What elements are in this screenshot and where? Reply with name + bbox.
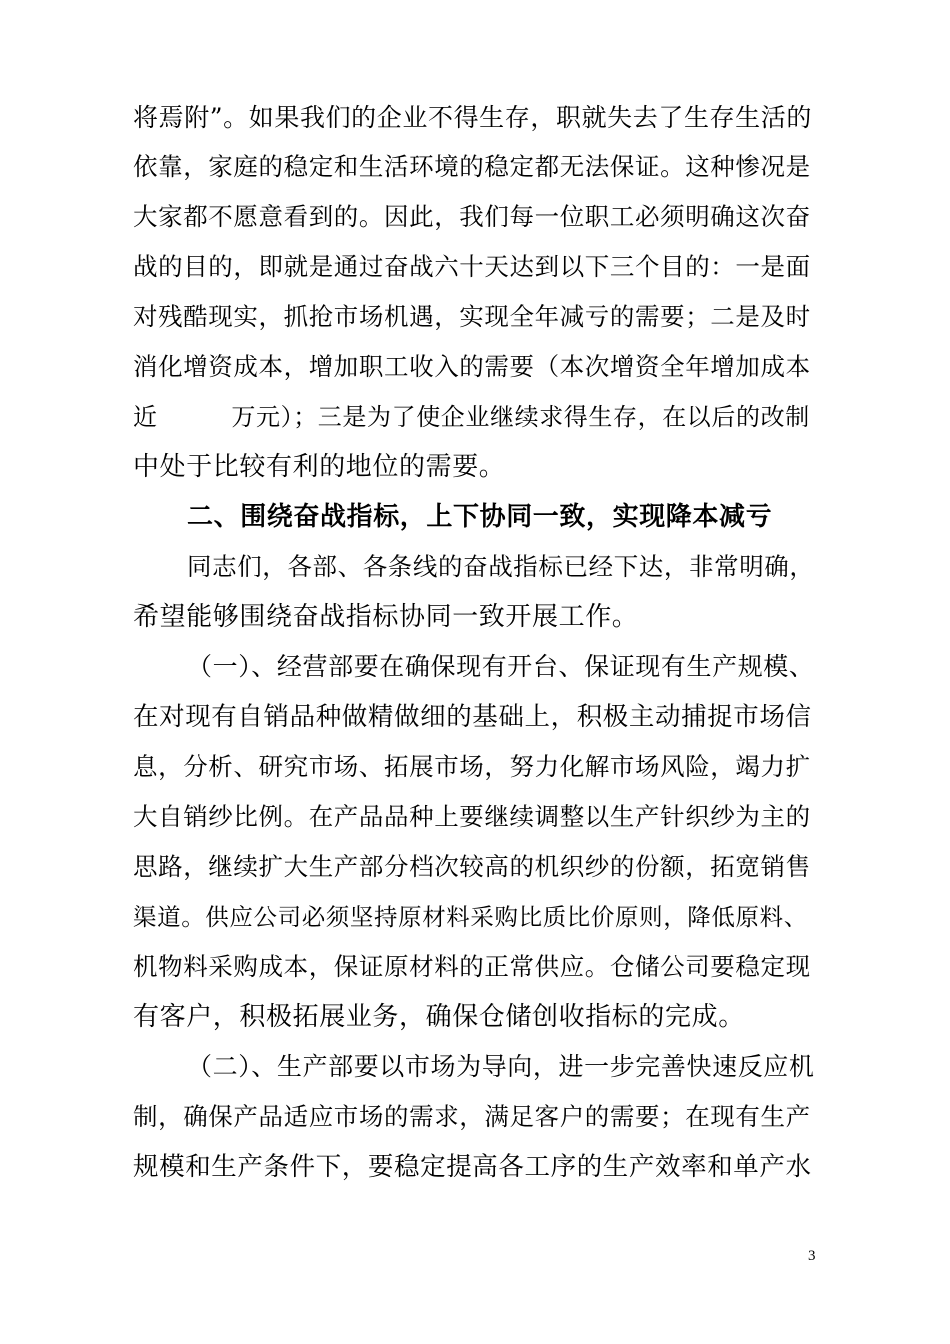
paragraph-line: 制，确保产品适应市场的需求，满足客户的需要；在现有生产 xyxy=(133,1102,811,1131)
page-number: 3 xyxy=(808,1248,816,1264)
paragraph-line: 希望能够围绕奋战指标协同一致开展工作。 xyxy=(133,602,639,632)
paragraph-line: 中处于比较有利的地位的需要。 xyxy=(133,452,506,482)
paragraph-line: 同志们，各部、各条线的奋战指标已经下达，非常明确， xyxy=(187,552,815,581)
paragraph-line: 在对现有自销品种做精做细的基础上，积极主动捕捉市场信 xyxy=(133,702,812,732)
paragraph-line: 渠道。供应公司必须坚持原材料采购比质比价原则，降低原料、 xyxy=(133,903,808,931)
paragraph-line: （二）、生产部要以市场为导向，进一步完善快速反应机 xyxy=(187,1052,815,1081)
paragraph-line: 息，分析、研究市场、拓展市场，努力化解市场风险，竭力扩 xyxy=(133,752,811,781)
paragraph-line: 将焉附”。如果我们的企业不得生存，职就失去了生存生活的 xyxy=(133,103,812,132)
paragraph-line: 大家都不愿意看到的。因此，我们每一位职工必须明确这次奋 xyxy=(133,202,811,231)
paragraph-line: 战的目的，即就是通过奋战六十天达到以下三个目的：一是面 xyxy=(133,252,811,281)
paragraph-line: 机物料采购成本，保证原材料的正常供应。仓储公司要稳定现 xyxy=(133,952,811,981)
paragraph-line: 对残酷现实，抓抢市场机遇，实现全年减亏的需要；二是及时 xyxy=(133,302,811,331)
paragraph-line: （一）、经营部要在确保现有开台、保证现有生产规模、 xyxy=(187,652,815,681)
paragraph-line: 依靠，家庭的稳定和生活环境的稳定都无法保证。这种惨况是 xyxy=(133,152,811,181)
paragraph-line: 规模和生产条件下，要稳定提高各工序的生产效率和单产水 xyxy=(133,1152,812,1182)
paragraph-line: 大自销纱比例。在产品品种上要继续调整以生产针织纱为主的 xyxy=(133,802,811,831)
section-heading: 二、围绕奋战指标，上下协同一致，实现降本减亏 xyxy=(187,502,773,532)
paragraph-line: 近 万元）；三是为了使企业继续求得生存，在以后的改制 xyxy=(133,403,810,431)
paragraph-line: 消化增资成本，增加职工收入的需要（本次增资全年增加成本 xyxy=(133,352,811,381)
paragraph-line: 思路，继续扩大生产部分档次较高的机织纱的份额，拓宽销售 xyxy=(133,852,811,881)
paragraph-line: 有客户，积极拓展业务，确保仓储创收指标的完成。 xyxy=(133,1002,745,1032)
